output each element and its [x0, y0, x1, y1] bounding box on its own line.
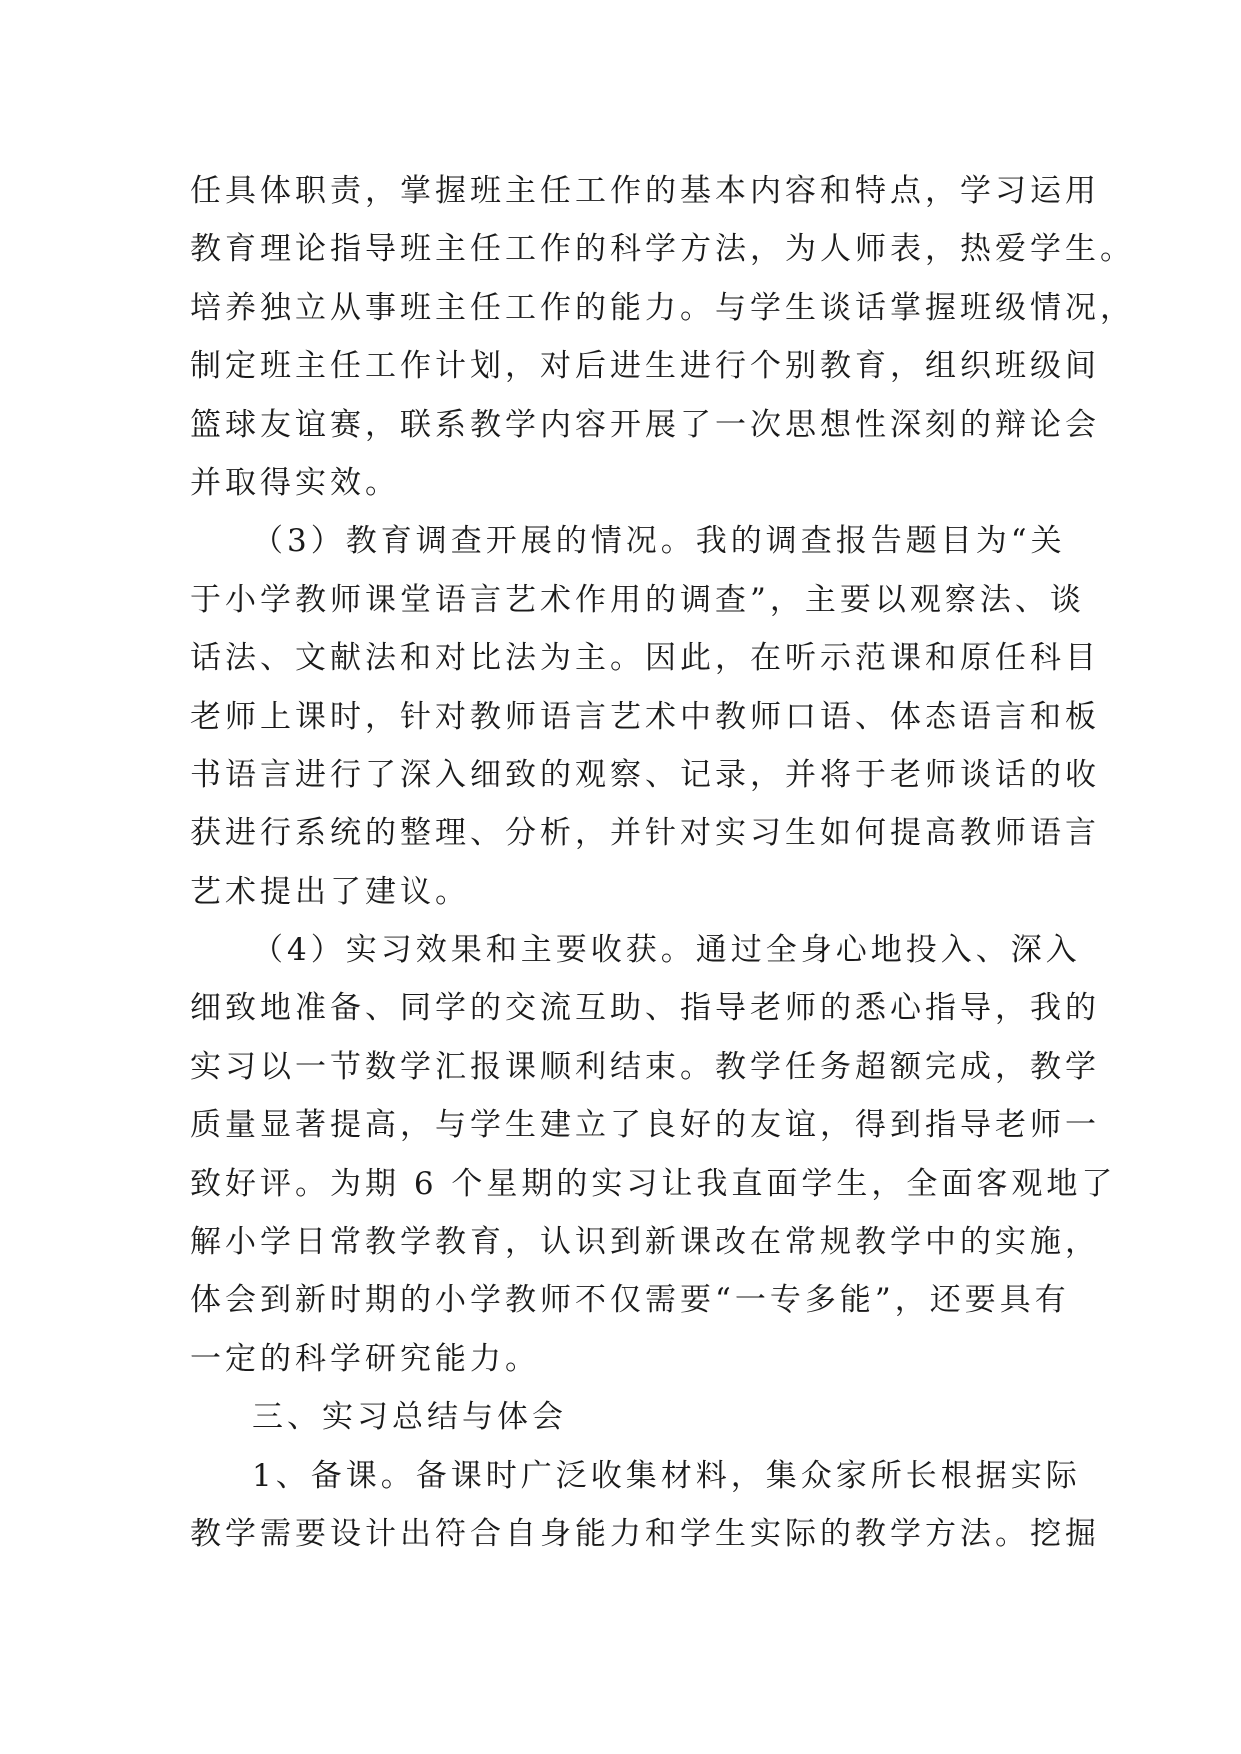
text-line: 实习以一节数学汇报课顺利结束。教学任务超额完成，教学 [190, 1048, 1100, 1085]
paragraph-start-line: （4）实习效果和主要收获。通过全身心地投入、深入 [252, 932, 1081, 969]
text-line: 任具体职责，掌握班主任工作的基本内容和特点，学习运用 [190, 173, 1100, 209]
text-line: 质量显著提高，与学生建立了良好的友谊，得到指导老师一 [190, 1107, 1100, 1144]
text-line: 篮球友谊赛，联系教学内容开展了一次思想性深刻的辩论会 [190, 406, 1100, 443]
text-line: 细致地准备、同学的交流互助、指导老师的悉心指导，我的 [190, 990, 1100, 1027]
text-line: 培养独立从事班主任工作的能力。与学生谈话掌握班级情况， [190, 289, 1135, 326]
body-text [190, 162, 1135, 1563]
text-line: 教育理论指导班主任工作的科学方法，为人师表，热爱学生。 [190, 231, 1135, 268]
text-line: 体会到新时期的小学教师不仅需要“一专多能”，还要具有 [190, 1282, 1070, 1319]
section-heading: 三、实习总结与体会 [252, 1399, 567, 1436]
paragraph-start-line: （3）教育调查开展的情况。我的调查报告题目为“关 [252, 523, 1066, 560]
text-line: 于小学教师课堂语言艺术作用的调查”，主要以观察法、谈 [190, 581, 1085, 618]
text-line: 一定的科学研究能力。 [190, 1340, 540, 1377]
text-line: 致好评。为期 6 个星期的实习让我直面学生，全面客观地了 [190, 1165, 1117, 1202]
paragraph-start-line: 1、备课。备课时广泛收集材料，集众家所长根据实际 [252, 1457, 1081, 1494]
text-line: 书语言进行了深入细致的观察、记录，并将于老师谈话的收 [190, 756, 1100, 793]
text-line: 并取得实效。 [190, 464, 400, 501]
text-line: 老师上课时，针对教师语言艺术中教师口语、体态语言和板 [190, 698, 1100, 735]
text-line: 艺术提出了建议。 [190, 873, 470, 910]
text-line: 解小学日常教学教育，认识到新课改在常规教学中的实施， [190, 1224, 1100, 1261]
text-line: 获进行系统的整理、分析，并针对实习生如何提高教师语言 [190, 815, 1100, 852]
text-line: 话法、文献法和对比法为主。因此，在听示范课和原任科目 [190, 640, 1100, 677]
text-line: 制定班主任工作计划，对后进生进行个别教育，组织班级间 [190, 348, 1100, 385]
text-line: 教学需要设计出符合自身能力和学生实际的教学方法。挖掘 [190, 1515, 1100, 1552]
